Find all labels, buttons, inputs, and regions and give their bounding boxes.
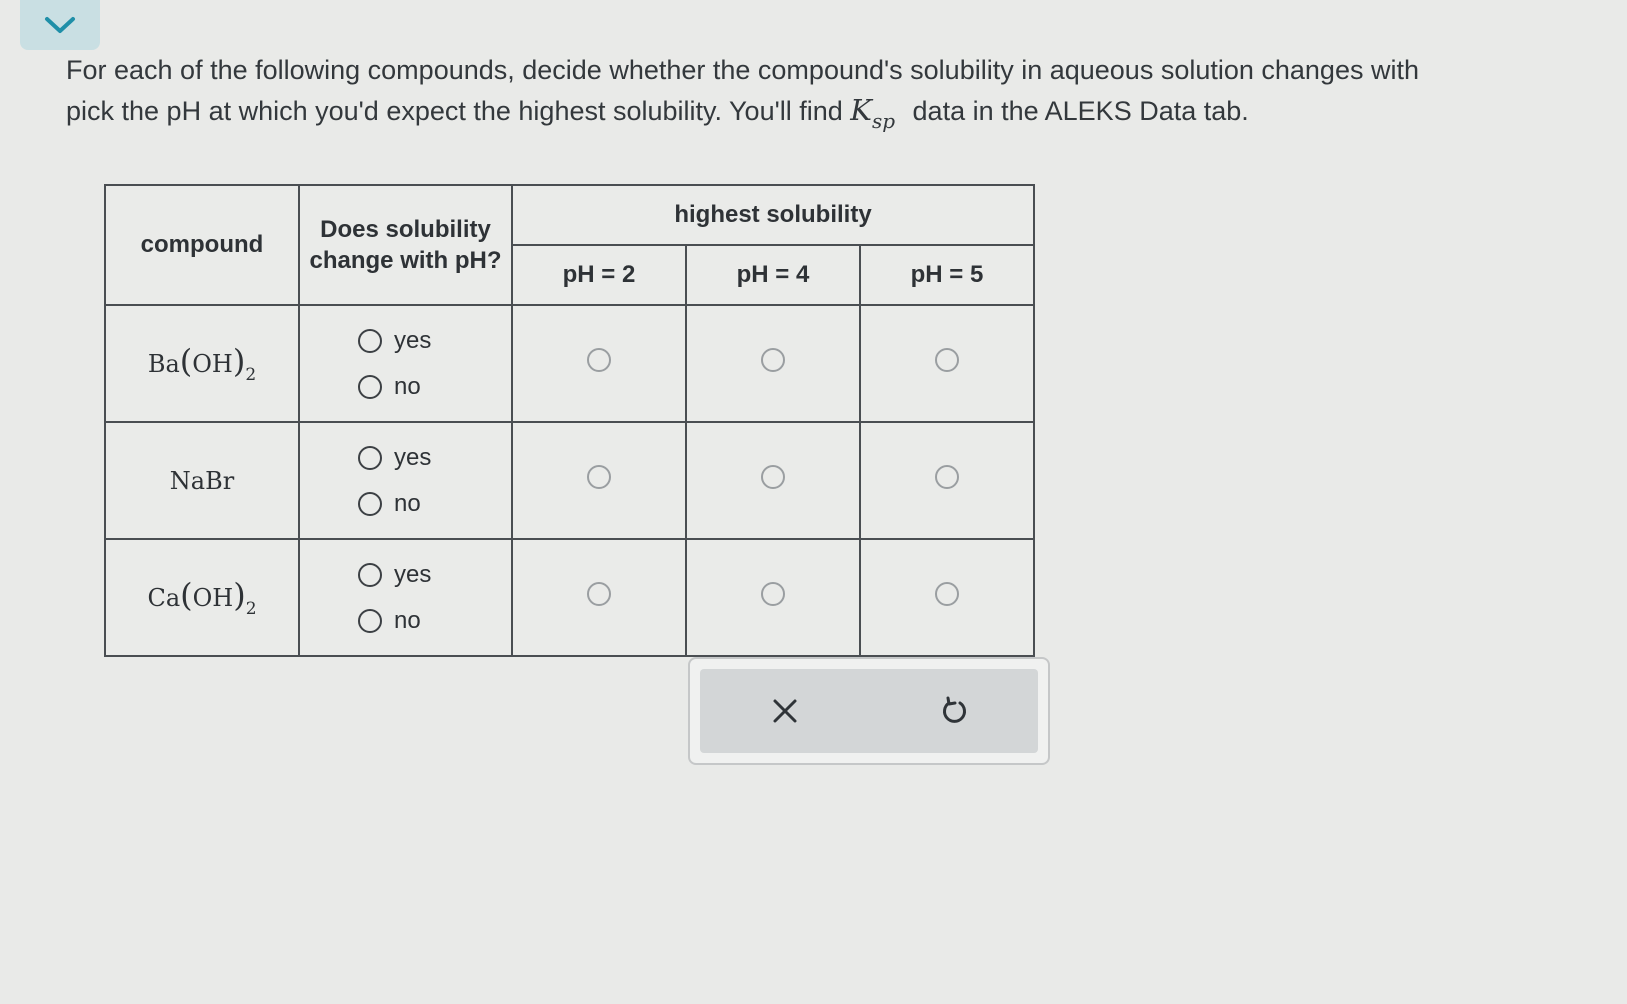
ph-2-radio[interactable] [587, 582, 611, 606]
ph-5-cell [860, 539, 1034, 656]
no-radio[interactable] [358, 492, 382, 516]
ph-4-radio[interactable] [761, 582, 785, 606]
ph-4-cell [686, 422, 860, 539]
prompt-line-2 [66, 90, 1616, 141]
ph-2-cell [512, 305, 686, 422]
yes-option[interactable]: yes [358, 318, 511, 364]
header-ph-2: pH = 2 [512, 245, 686, 305]
table-row [105, 305, 1034, 422]
solubility-table [104, 184, 1035, 657]
compound-cell: NaBr [105, 422, 299, 539]
change-choice-cell [299, 422, 512, 539]
ph-5-radio[interactable] [935, 465, 959, 489]
answer-toolbar [688, 657, 1050, 765]
no-option[interactable]: no [358, 481, 511, 527]
clear-button[interactable] [755, 681, 815, 741]
change-choice-cell [299, 539, 512, 656]
ph-2-radio[interactable] [587, 465, 611, 489]
no-option[interactable]: no [358, 364, 511, 410]
yes-radio[interactable] [358, 563, 382, 587]
ksp-subscript: sp [871, 109, 896, 133]
compound-cell: $Ca(OH)_2$ [105, 539, 299, 656]
compound-cell: $Ba(OH)_2$ [105, 305, 299, 422]
prompt-line-2-start: pick the pH at which you'd expect the highest solubility. You'll find [66, 96, 851, 126]
yes-option[interactable]: yes [358, 435, 511, 481]
ph-5-cell [860, 305, 1034, 422]
chevron-down-icon [43, 15, 77, 35]
undo-icon [938, 695, 970, 727]
ph-4-cell [686, 305, 860, 422]
answer-toolbar-inner [700, 669, 1038, 753]
ph-4-radio[interactable] [761, 348, 785, 372]
question-prompt [66, 50, 1616, 141]
header-highest-solubility: highest solubility [512, 185, 1034, 245]
table-row [105, 539, 1034, 656]
prompt-line-1: For each of the following compounds, decide whether the compound's solubility in aqueous solution changes with [66, 55, 1419, 85]
ph-5-radio[interactable] [935, 348, 959, 372]
no-radio[interactable] [358, 609, 382, 633]
ph-5-cell [860, 422, 1034, 539]
ph-5-radio[interactable] [935, 582, 959, 606]
yes-option[interactable]: yes [358, 552, 511, 598]
ph-4-cell [686, 539, 860, 656]
yes-radio[interactable] [358, 329, 382, 353]
yes-radio[interactable] [358, 446, 382, 470]
header-ph-5: pH = 5 [860, 245, 1034, 305]
header-ph-4: pH = 4 [686, 245, 860, 305]
collapse-toggle[interactable] [20, 0, 100, 50]
no-option[interactable]: no [358, 598, 511, 644]
change-choice-cell [299, 305, 512, 422]
header-compound: compound [105, 185, 299, 305]
prompt-line-2-end: data in the ALEKS Data tab. [905, 96, 1249, 126]
x-icon [771, 697, 799, 725]
ph-2-cell [512, 539, 686, 656]
ph-2-radio[interactable] [587, 348, 611, 372]
no-radio[interactable] [358, 375, 382, 399]
ksp-symbol: K [850, 93, 872, 127]
undo-button[interactable] [924, 681, 984, 741]
ph-4-radio[interactable] [761, 465, 785, 489]
ph-2-cell [512, 422, 686, 539]
table-row [105, 422, 1034, 539]
header-change-with-ph: Does solubility change with pH? [299, 185, 512, 305]
